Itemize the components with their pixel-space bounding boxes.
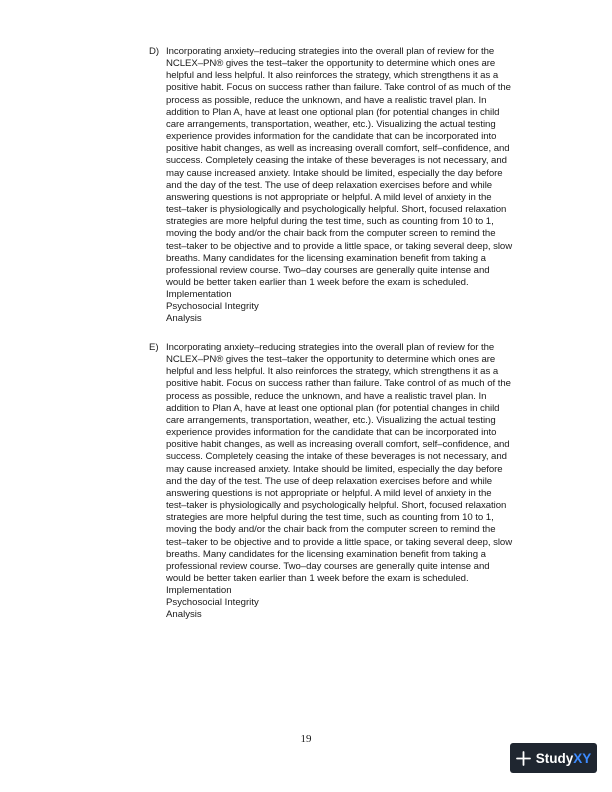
text-line: may cause increased anxiety. Intake should be limited, especially the day before: [166, 167, 503, 179]
text-line: answering questions is not appropriate or helpful. A mild level of anxiety in the: [166, 191, 492, 203]
studyxy-badge[interactable]: [510, 743, 597, 773]
text-line: moving the body and/or the chair back from the computer screen to remind the: [166, 228, 496, 240]
brand-wordmark: [536, 751, 592, 766]
text-line: professional review course. Two‒day courses are generally quite intense and: [166, 264, 490, 276]
text-line: NCLEX‒PN® gives the test‒taker the opportunity to determine which ones are: [166, 58, 496, 70]
text-line: moving the body and/or the chair back from the computer screen to remind the: [166, 524, 496, 536]
option-e-body: [149, 342, 529, 585]
text-line: test‒taker is physiologically and psychologically helpful. Short, focused relaxation: [166, 500, 507, 512]
answer-option-e: [149, 342, 529, 622]
option-d-body: [149, 46, 529, 289]
text-line: addition to Plan A, have at least one optional plan (for potential changes in child: [166, 106, 500, 118]
option-d-tags: [149, 289, 529, 325]
text-line: would be better taken earlier than 1 week before the exam is scheduled.: [166, 276, 469, 288]
text-line: may cause increased anxiety. Intake should be limited, especially the day before: [166, 463, 503, 475]
text-line: test‒taker to be objective and to provide a little space, or taking several deep, slow: [166, 240, 513, 252]
text-line: positive habit changes, as well as increasing overall comfort, self‒confidence, and: [166, 143, 510, 155]
page-number: 19: [300, 733, 312, 745]
cognitive-level-tag: Analysis: [166, 313, 202, 325]
text-line: test‒taker is physiologically and psychologically helpful. Short, focused relaxation: [166, 204, 507, 216]
option-letter: E): [149, 342, 159, 353]
option-letter: D): [149, 46, 160, 57]
text-line: answering questions is not appropriate or helpful. A mild level of anxiety in the: [166, 487, 492, 499]
text-line: breaths. Many candidates for the licensing examination benefit from taking a: [166, 252, 486, 264]
text-line: success. Completely ceasing the intake of these beverages is not necessary, and: [166, 155, 507, 167]
text-line: NCLEX‒PN® gives the test‒taker the opportunity to determine which ones are: [166, 354, 496, 366]
cognitive-level-tag: Analysis: [166, 609, 202, 621]
client-need-tag: Psychosocial Integrity: [166, 597, 259, 609]
text-line: professional review course. Two‒day courses are generally quite intense and: [166, 560, 490, 572]
text-line: would be better taken earlier than 1 week before the exam is scheduled.: [166, 572, 469, 584]
client-need-tag: Psychosocial Integrity: [166, 301, 259, 313]
rationale-paragraph: [166, 342, 529, 585]
text-line: positive habit. Focus on success rather than failure. Take control of as much of the: [166, 82, 511, 94]
text-line: helpful and less helpful. It also reinforces the strategy, which strengthens it as a: [166, 70, 499, 82]
text-line: and the day of the test. The use of deep relaxation exercises before and while: [166, 179, 493, 191]
text-line: strategies are more helpful during the test time, such as counting from 10 to 1,: [166, 512, 494, 524]
text-line: strategies are more helpful during the test time, such as counting from 10 to 1,: [166, 216, 494, 228]
brand-name-main: Study: [535, 750, 574, 766]
text-line: positive habit. Focus on success rather than failure. Take control of as much of the: [166, 378, 511, 390]
text-line: test‒taker to be objective and to provide a little space, or taking several deep, slow: [166, 536, 513, 548]
rationale-paragraph: [166, 46, 529, 289]
text-line: helpful and less helpful. It also reinforces the strategy, which strengthens it as a: [166, 366, 499, 378]
text-line: and the day of the test. The use of deep relaxation exercises before and while: [166, 475, 493, 487]
option-e-tags: [149, 585, 529, 621]
plus-icon: [516, 751, 531, 766]
nursing-process-tag: Implementation: [166, 585, 232, 597]
text-line: care arrangements, transportation, weather, etc.). Visualizing the actual testing: [166, 414, 496, 426]
text-line: addition to Plan A, have at least one optional plan (for potential changes in child: [166, 402, 500, 414]
text-line: experience provides information for the candidate that can be incorporated into: [166, 427, 497, 439]
text-line: process as possible, reduce the unknown, and have a realistic travel plan. In: [166, 390, 487, 402]
text-line: care arrangements, transportation, weather, etc.). Visualizing the actual testing: [166, 118, 496, 130]
text-line: breaths. Many candidates for the licensing examination benefit from taking a: [166, 548, 486, 560]
text-line: experience provides information for the candidate that can be incorporated into: [166, 131, 497, 143]
text-line: success. Completely ceasing the intake of these beverages is not necessary, and: [166, 451, 507, 463]
text-line: Incorporating anxiety‒reducing strategies into the overall plan of review for the: [166, 46, 495, 57]
nursing-process-tag: Implementation: [166, 289, 232, 301]
text-line: Incorporating anxiety‒reducing strategies into the overall plan of review for the: [166, 342, 495, 353]
answer-option-d: [149, 46, 529, 326]
brand-name-accent: XY: [573, 750, 592, 766]
text-line: process as possible, reduce the unknown, and have a realistic travel plan. In: [166, 94, 487, 106]
text-line: positive habit changes, as well as increasing overall comfort, self‒confidence, and: [166, 439, 510, 451]
